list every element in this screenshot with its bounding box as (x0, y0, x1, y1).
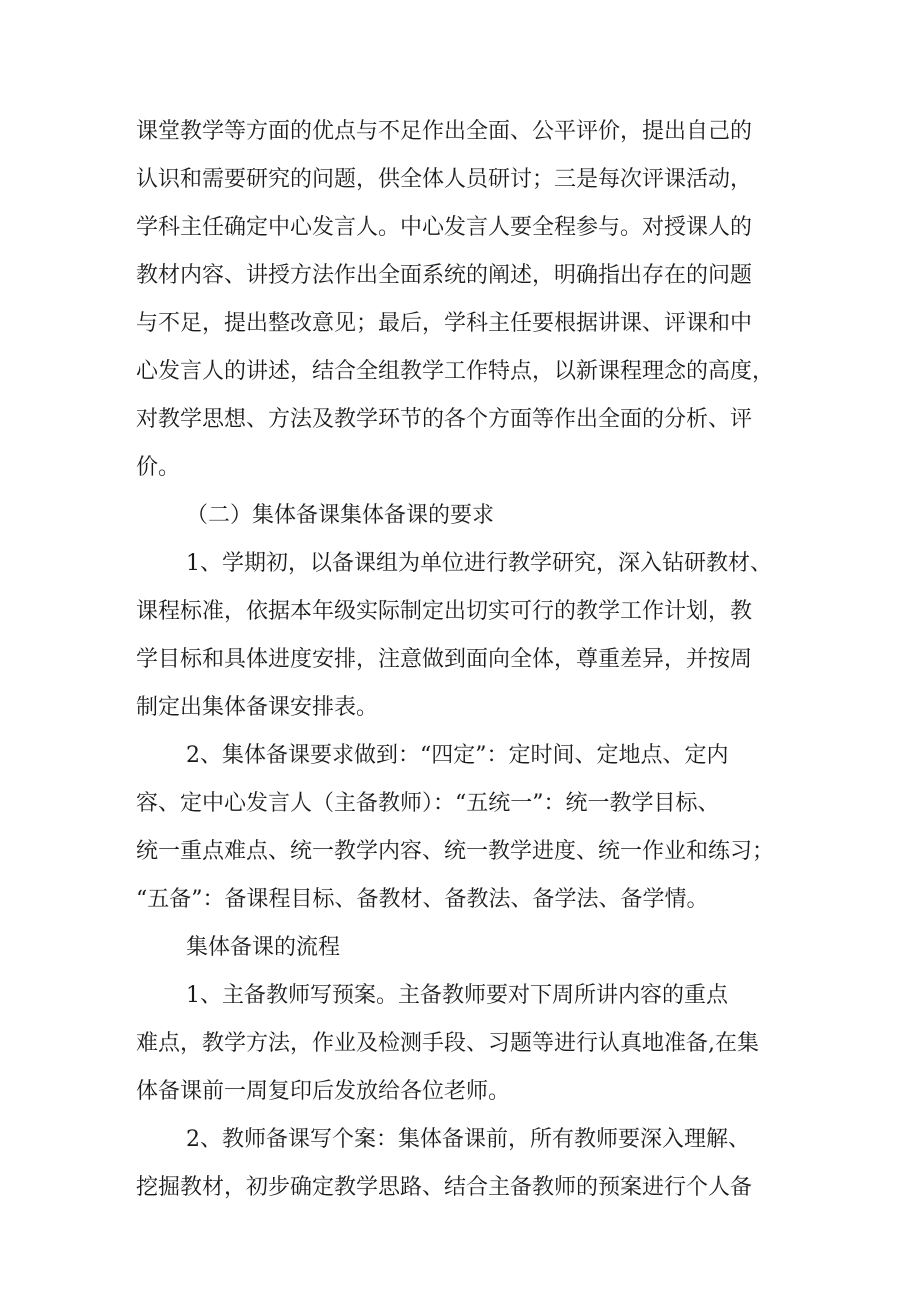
text-line: 1、主备教师写预案。主备教师要对下周所讲内容的重点 (186, 983, 728, 1008)
text-line: 体备课前一周复印后发放给各位老师。 (136, 1079, 511, 1104)
text-line: 课程标准，依据本年级实际制定出切实可行的教学工作计划，教 (136, 599, 753, 624)
text-line: 课堂教学等方面的优点与不足作出全面、公平评价，提出自己的 (136, 119, 753, 144)
text-line: “五备”：备课程目标、备教材、备教法、备学法、备学情。 (136, 887, 709, 912)
text-line: 心发言人的讲述，结合全组教学工作特点，以新课程理念的高度， (136, 359, 775, 384)
section-heading: （二）集体备课集体备课的要求 (186, 503, 495, 528)
section-heading: 集体备课的流程 (186, 935, 341, 960)
text-line: 制定出集体备课安排表。 (136, 695, 379, 720)
text-line: 2、集体备课要求做到：“四定”：定时间、定地点、定内 (186, 743, 729, 768)
text-line: 学科主任确定中心发言人。中心发言人要全程参与。对授课人的 (136, 215, 753, 240)
text-line: 认识和需要研究的问题，供全体人员研讨；三是每次评课活动， (136, 167, 753, 192)
text-line: 学目标和具体进度安排，注意做到面向全体，尊重差异，并按周 (136, 647, 753, 672)
text-line: 2、教师备课写个案：集体备课前，所有教师要深入理解、 (186, 1127, 750, 1152)
text-line: 统一重点难点、统一教学内容、统一教学进度、统一作业和练习； (136, 839, 775, 864)
text-line: 价。 (136, 455, 181, 480)
text-line: 容、定中心发言人（主备教师）：“五统一”：统一教学目标、 (136, 791, 720, 816)
text-line: 教材内容、讲授方法作出全面系统的阐述，明确指出存在的问题 (136, 263, 753, 288)
text-line: 1、学期初，以备课组为单位进行教学研究，深入钻研教材、 (186, 551, 772, 576)
text-line: 对教学思想、方法及教学环节的各个方面等作出全面的分析、评 (136, 407, 753, 432)
text-line: 与不足，提出整改意见；最后，学科主任要根据讲课、评课和中 (136, 311, 753, 336)
text-line: 难点，教学方法，作业及检测手段、习题等进行认真地准备,在集 (136, 1031, 759, 1056)
text-line: 挖掘教材，初步确定教学思路、结合主备教师的预案进行个人备 (136, 1175, 753, 1200)
